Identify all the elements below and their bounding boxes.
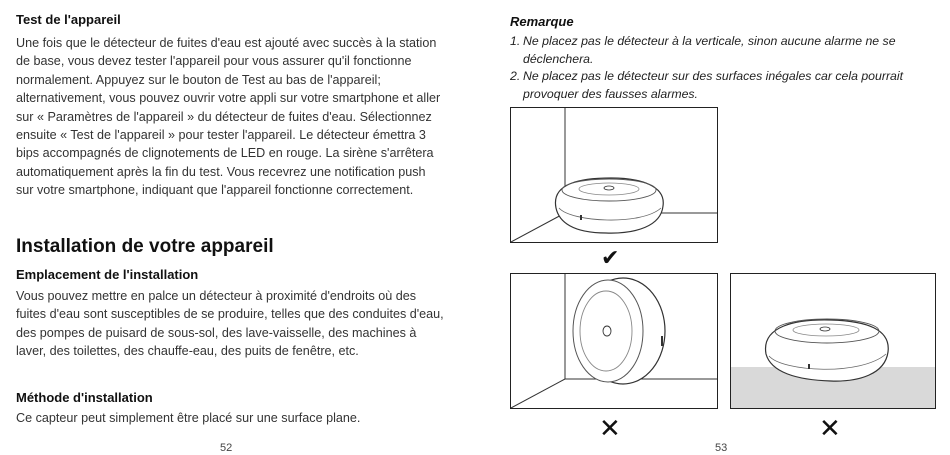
install-title: Installation de votre appareil (16, 236, 274, 257)
location-title: Emplacement de l'installation (16, 267, 199, 282)
note-item (510, 68, 930, 103)
detector-vertical-illustration (511, 274, 717, 408)
page-number-left: 52 (220, 442, 233, 454)
note-text: Ne placez pas le détecteur à la verticale, sinon aucune alarme ne se déclenchera. (523, 34, 896, 66)
method-title: Méthode d'installation (16, 390, 153, 405)
left-page (0, 0, 470, 455)
note-item (510, 33, 930, 68)
test-body: Une fois que le détecteur de fuites d'eau est ajouté avec succès à la station de base, vous devez tester l'appareil pour vous assurer qu'il fonctionne normalement. Appuyez sur le bouton de Test au bas de l'appareil; alternativement, vous pouvez ouvrir votre appli sur votre smartphone et aller sur « Paramètres de l'appareil » du détecteur de fuites d'eau. Sélectionnez ensuite « Test de l'appareil » pour tester l'appareil. Le détecteur émettra 3 bips accompagnés de clignotements de LED en rouge. La sirène s'arrêtera automatiquement après la fin du test. Vous recevrez une notification push sur votre smartphone, indiquant que l'appareil fonctionne correctement. (16, 36, 441, 198)
location-body: Vous pouvez mettre en palce un détecteur à proximité d'endroits où des fuites d'eau sont susceptibles de se produire, telles que des conduites d'eau, des pompes de puisard de sous-sol, des lave-vaisselle, des machines à laver, des toilettes, des chauffe-eau, des puits de fenêtre, etc. (16, 289, 444, 359)
detector-uneven-illustration (731, 274, 935, 408)
cross-icon: ✕ (599, 413, 621, 443)
note-number: 1. (510, 34, 521, 48)
method-body: Ce capteur peut simplement être placé sur une surface plane. (16, 411, 361, 425)
note-list (510, 33, 930, 103)
checkmark-icon: ✔ (601, 245, 620, 270)
cross-icon: ✕ (819, 413, 841, 443)
note-text: Ne placez pas le détecteur sur des surfaces inégales car cela pourrait provoquer des fausses alarmes. (523, 69, 904, 101)
note-number: 2. (510, 69, 521, 83)
page-number-right: 53 (715, 442, 728, 454)
figure-vertical-placement (510, 273, 718, 409)
right-page (475, 0, 950, 455)
figure-flat-placement (510, 107, 718, 243)
detector-flat-illustration (511, 108, 717, 242)
test-title: Test de l'appareil (16, 12, 121, 27)
figure-uneven-placement (730, 273, 936, 409)
remarque-title: Remarque (510, 14, 574, 29)
